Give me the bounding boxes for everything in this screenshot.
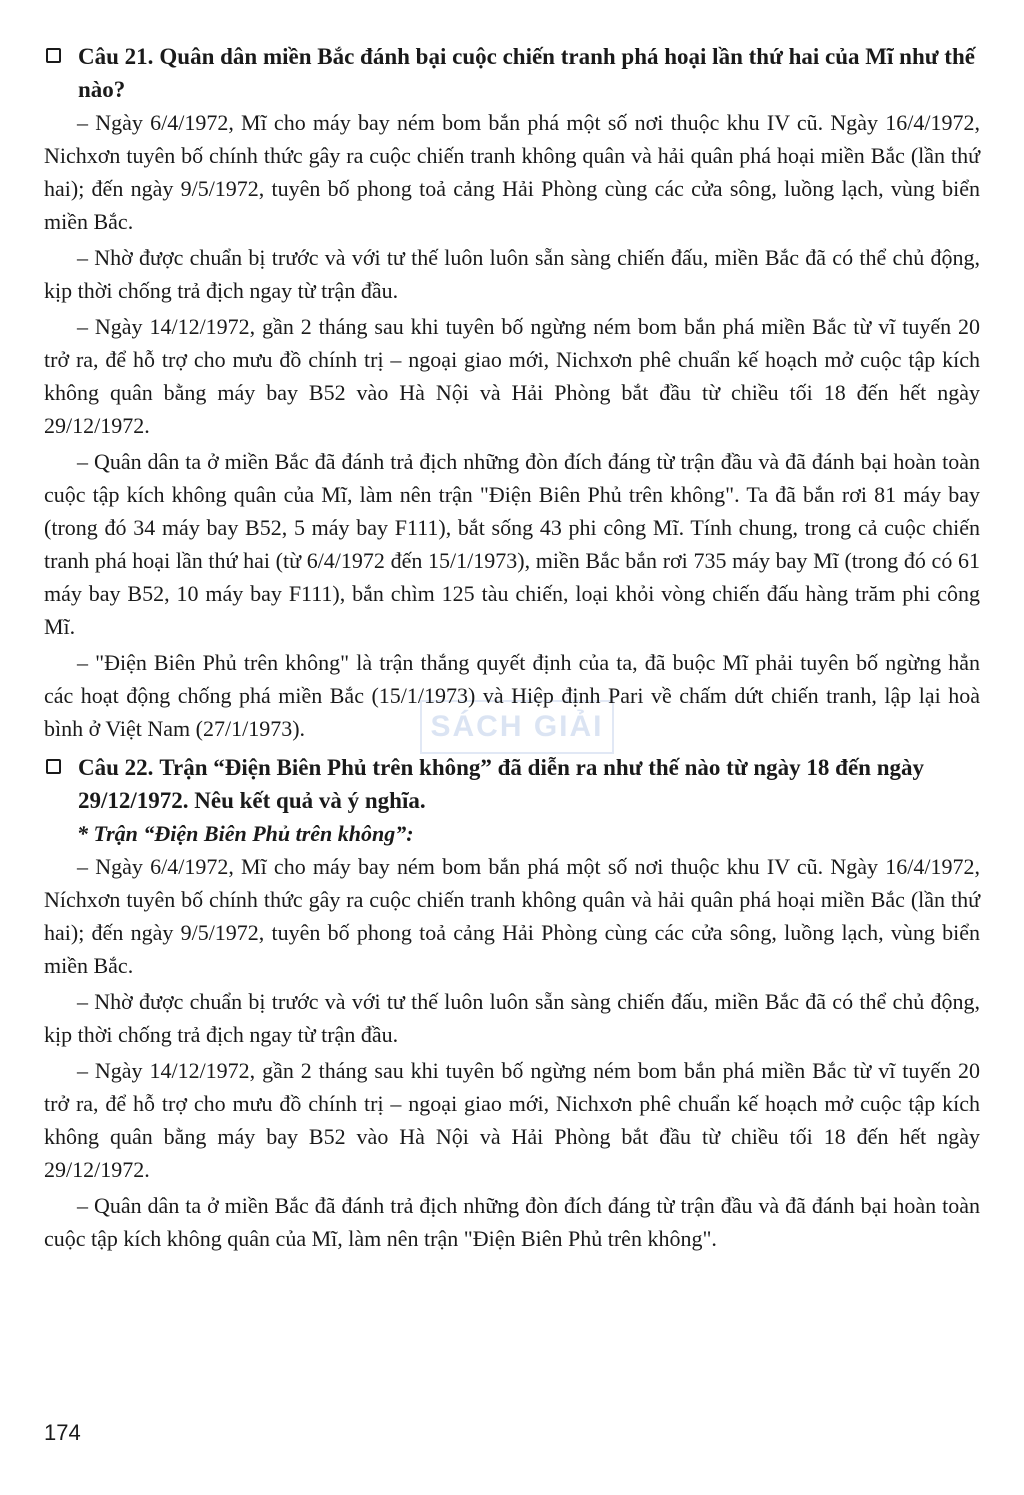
q22-paragraph-1: – Ngày 6/4/1972, Mĩ cho máy bay ném bom bắn phá một số nơi thuộc khu IV cũ. Ngày 16/4/1972, Níchxơn tuyên bố chính thức gây ra cuộc chiến tranh không quân và hải quân phá hoại miền Bắc (lần thứ hai); đến ngày 9/5/1972, tuyên bố phong toả cảng Hải Phòng cùng các cửa sông, luồng lạch, vùng biển miền Bắc. [44, 854, 980, 978]
document-page [44, 40, 980, 1255]
watermark-logo: SÁCH GIẢI [420, 700, 614, 754]
question-22-number: Câu 22. [78, 755, 154, 780]
q22-subheading: * Trận “Điện Biên Phủ trên không”: [77, 821, 414, 846]
q21-paragraph-2: – Nhờ được chuẩn bị trước và với tư thế luôn luôn sẵn sàng chiến đấu, miền Bắc đã có thể chủ động, kịp thời chống trả địch ngay từ trận đầu. [44, 245, 980, 303]
question-21-heading [44, 40, 980, 106]
checkbox-square-icon [46, 759, 61, 774]
checkbox-square-icon [46, 48, 61, 63]
q21-paragraph-5: – "Điện Biên Phủ trên không" là trận thắng quyết định của ta, đã buộc Mĩ phải tuyên bố ngừng hẳn các hoạt động chống phá miền Bắc (15/1/1973) và Hiệp định Pari về chấm dứt chiến tranh, lập lại hoà bình ở Việt Nam (27/1/1973). [44, 650, 980, 741]
q22-paragraph-3: – Ngày 14/12/1972, gần 2 tháng sau khi tuyên bố ngừng ném bom bắn phá miền Bắc từ vĩ tuyến 20 trở ra, để hỗ trợ cho mưu đồ chính trị – ngoại giao mới, Nichxơn phê chuẩn kế hoạch mở cuộc tập kích không quân bằng máy bay B52 vào Hà Nội và Hải Phòng bắt đầu từ chiều tối 18 đến hết ngày 29/12/1972. [44, 1058, 980, 1182]
question-22-title: Trận “Điện Biên Phủ trên không” đã diễn ra như thế nào từ ngày 18 đến ngày 29/12/1972. Nêu kết quả và ý nghĩa. [78, 755, 924, 813]
question-21-title: Quân dân miền Bắc đánh bại cuộc chiến tranh phá hoại lần thứ hai của Mĩ như thế nào? [78, 44, 975, 102]
q21-paragraph-4: – Quân dân ta ở miền Bắc đã đánh trả địch những đòn đích đáng từ trận đầu và đã đánh bại hoàn toàn cuộc tập kích không quân của Mĩ, làm nên trận "Điện Biên Phủ trên không". Ta đã bắn rơi 81 máy bay (trong đó 34 máy bay B52, 5 máy bay F111), bắt sống 43 phi công Mĩ. Tính chung, trong cả cuộc chiến tranh phá hoại lần thứ hai (từ 6/4/1972 đến 15/1/1973), miền Bắc bắn rơi 735 máy bay Mĩ (trong đó có 61 máy bay B52, 10 máy bay F111), bắn chìm 125 tàu chiến, loại khỏi vòng chiến đấu hàng trăm phi công Mĩ. [44, 449, 980, 639]
page-number: 174 [44, 1420, 81, 1445]
question-22-heading [44, 751, 980, 817]
q22-paragraph-4: – Quân dân ta ở miền Bắc đã đánh trả địch những đòn đích đáng từ trận đầu và đã đánh bại hoàn toàn cuộc tập kích không quân của Mĩ, làm nên trận "Điện Biên Phủ trên không". [44, 1193, 980, 1251]
question-21-number: Câu 21. [78, 44, 154, 69]
q21-paragraph-1: – Ngày 6/4/1972, Mĩ cho máy bay ném bom bắn phá một số nơi thuộc khu IV cũ. Ngày 16/4/1972, Nichxơn tuyên bố chính thức gây ra cuộc chiến tranh không quân và hải quân phá hoại miền Bắc (lần thứ hai); đến ngày 9/5/1972, tuyên bố phong toả cảng Hải Phòng cùng các cửa sông, luồng lạch, vùng biển miền Bắc. [44, 110, 980, 234]
q22-paragraph-2: – Nhờ được chuẩn bị trước và với tư thế luôn luôn sẵn sàng chiến đấu, miền Bắc đã có thể chủ động, kịp thời chống trả địch ngay từ trận đầu. [44, 989, 980, 1047]
q21-paragraph-3: – Ngày 14/12/1972, gần 2 tháng sau khi tuyên bố ngừng ném bom bắn phá miền Bắc từ vĩ tuyến 20 trở ra, để hỗ trợ cho mưu đồ chính trị – ngoại giao mới, Nichxơn phê chuẩn kế hoạch mở cuộc tập kích không quân bằng máy bay B52 vào Hà Nội và Hải Phòng bắt đầu từ chiều tối 18 đến hết ngày 29/12/1972. [44, 314, 980, 438]
